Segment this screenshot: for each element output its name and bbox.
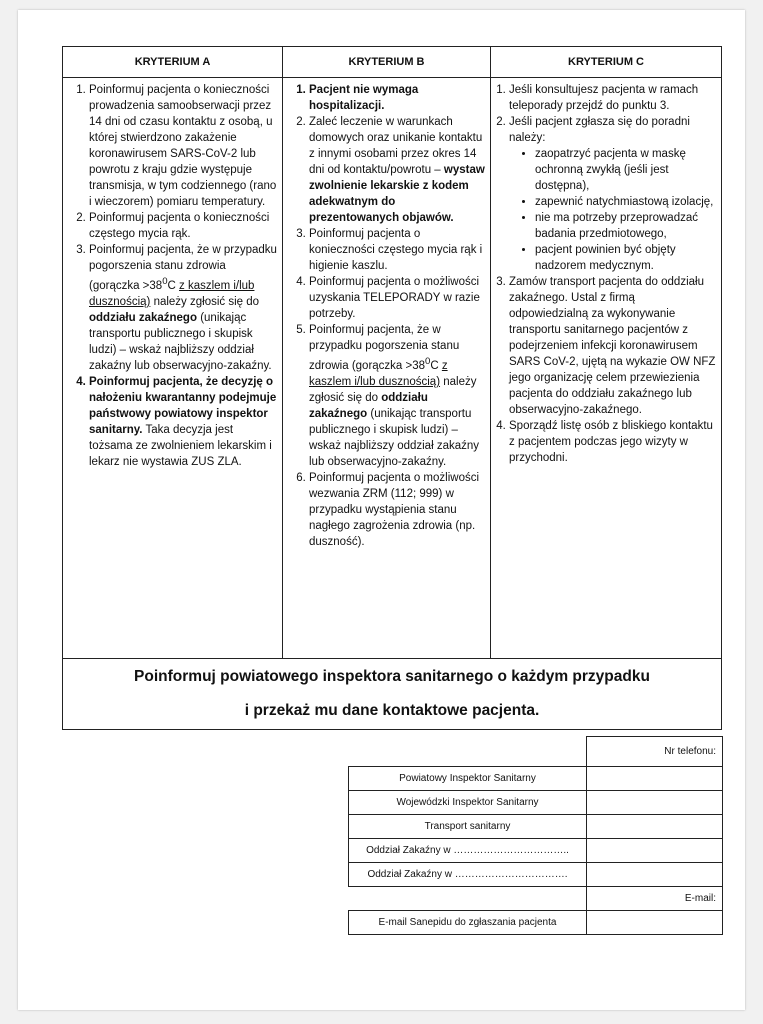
bullet-item: • zaopatrzyć pacjenta w maskę ochronną zwykłą (jeśli jest dostępna), (535, 146, 717, 194)
criterion-a-item-3 (89, 242, 278, 374)
criterion-a-cell (63, 78, 283, 658)
bold-text: Poinformuj pacjenta, że decyzję o nałożeniu kwarantanny podejmuje państwowy powiatowy inspektor sanitarny. (89, 375, 277, 436)
criterion-c-cell (491, 78, 721, 658)
contact-label: Wojewódzki Inspektor Sanitarny (349, 791, 587, 815)
contact-email-field[interactable] (587, 911, 723, 935)
bullet-item: • zapewnić natychmiastową izolację, (535, 194, 717, 210)
contacts-table (348, 736, 723, 935)
criterion-a-item-2: 2. Poinformuj pacjenta o konieczności częstego mycia rąk. (89, 210, 278, 242)
text: Taka decyzja jest tożsama ze zwolnieniem lekarskim i lekarz nie wystawia ZUS ZLA. (89, 423, 272, 468)
empty-cell (349, 887, 587, 911)
bullet-item: • pacjent powinien być objęty nadzorem medycznym. (535, 242, 717, 274)
criterion-c-item-1: 1. Jeśli konsultujesz pacjenta w ramach teleporady przejdź do punktu 3. (509, 82, 717, 114)
contact-phone-field[interactable] (587, 839, 723, 863)
criteria-header-row (63, 47, 721, 78)
text: należy zgłosić się do (309, 375, 477, 404)
criterion-b-item-4: 4. Poinformuj pacjenta o możliwości uzyskania TELEPORADY w razie potrzeby. (309, 274, 486, 322)
criterion-b-item-5 (309, 322, 486, 470)
degree-sup: 0 (162, 276, 168, 287)
underlined-text: z kaszlem i/lub dusznością) (89, 279, 255, 308)
notice-line-1: Poinformuj powiatowego inspektora sanitarnego o każdym przypadku (134, 668, 650, 685)
bold-text: oddziału zakaźnego (309, 391, 428, 420)
criterion-b-item-3: 3. Poinformuj pacjenta o konieczności częstego mycia rąk i higienie kaszlu. (309, 226, 486, 274)
criteria-body-row (63, 78, 721, 659)
contact-row (349, 911, 723, 935)
criterion-b-item-6: 6. Poinformuj pacjenta o możliwości wezwania ZRM (112; 999) w przypadku wystąpienia stanu nagłego zagrożenia zdrowia (np. duszność). (309, 470, 486, 550)
text: Zaleć leczenie w warunkach domowych oraz unikanie kontaktu z innymi osobami przez okres 14 dni od kontaktu/powrotu – (309, 116, 483, 176)
contact-row (349, 863, 723, 887)
criterion-b-item-1 (309, 82, 486, 114)
criterion-c-item-3: 3. Zamów transport pacjenta do oddziału zakaźnego. Ustal z firmą odpowiedzialną za wykonywanie transportu sanitarnego pacjentów z podejrzeniem infekcji koronawirusem SARS CoV-2, ujętą na wykazie OW NFZ jego organizację celem przewiezienia pacjenta do oddziału zakaźnego lub obserwacyjno-zakaźnego. (509, 274, 717, 418)
empty-cell (349, 737, 587, 767)
text: C (430, 359, 442, 372)
contact-phone-field[interactable] (587, 863, 723, 887)
inspector-notice (63, 659, 721, 729)
degree-sup: 0 (425, 356, 431, 367)
criterion-b-item-2 (309, 114, 486, 226)
contact-row (349, 839, 723, 863)
contact-label: E-mail Sanepidu do zgłaszania pacjenta (349, 911, 587, 935)
criterion-c-item-4: 4. Sporządź listę osób z bliskiego kontaktu z pacjentem podczas jego wizyty w przychodni. (509, 418, 717, 466)
text: Poinformuj pacjenta, że w przypadku pogorszenia stanu zdrowia (gorączka >38 (309, 324, 460, 372)
contact-label: Powiatowy Inspektor Sanitarny (349, 767, 587, 791)
contact-label: Transport sanitarny (349, 815, 587, 839)
criterion-a-item-4 (89, 374, 278, 470)
criteria-table (62, 46, 722, 730)
contact-row (349, 815, 723, 839)
contact-phone-field[interactable] (587, 791, 723, 815)
text: (unikając transportu publicznego i skupisk ludzi) – wskaż najbliższy oddział zakaźny lub obserwacyjno-zakaźny. (89, 311, 272, 372)
text: należy zgłosić się do (150, 295, 260, 308)
criterion-b-list (287, 82, 486, 550)
contact-row (349, 767, 723, 791)
criterion-a-item-1: 1. Poinformuj pacjenta o konieczności prowadzenia samoobserwacji przez 14 dni od czasu kontaktu z osobą, u której stwierdzono zakażenie koronawirusem SARS-CoV-2 lub powrotu z kraju gdzie występuje transmisja, w tym codziennego (rano i wieczorem) pomiaru temperatury. (89, 82, 278, 210)
contact-row (349, 791, 723, 815)
document-page (18, 10, 745, 1010)
contact-phone-field[interactable] (587, 815, 723, 839)
header-criterion-b: KRYTERIUM B (283, 47, 491, 77)
text: Jeśli pacjent zgłasza się do poradni należy: (509, 116, 690, 144)
contact-phone-field[interactable] (587, 767, 723, 791)
bold-text: Pacjent nie wymaga hospitalizacji. (309, 84, 419, 112)
contact-label: Oddział Zakaźny w ……………………………. (349, 863, 587, 887)
underlined-text: z kaszlem i/lub dusznością) (309, 359, 448, 388)
criterion-a-list (67, 82, 278, 470)
text: C (167, 279, 180, 292)
phone-header: Nr telefonu: (587, 737, 723, 767)
email-header: E-mail: (587, 887, 723, 911)
bullet-item: • nie ma potrzeby przeprowadzać badania przedmiotowego, (535, 210, 717, 242)
contacts-email-header-row (349, 887, 723, 911)
contacts-header-row (349, 737, 723, 767)
header-criterion-a: KRYTERIUM A (63, 47, 283, 77)
criterion-c-item-2 (509, 114, 717, 274)
bold-text: wystaw zwolnienie lekarskie z kodem adekwatnym do prezentowanych objawów. (309, 164, 485, 224)
notice-line-2: i przekaż mu dane kontaktowe pacjenta. (244, 702, 540, 719)
criterion-c-list (495, 82, 717, 466)
contact-label: Oddział Zakaźny w …………………………….. (349, 839, 587, 863)
text: (unikając transportu publicznego i skupisk ludzi) – wskaż najbliższy oddział zakaźny lub obserwacyjno-zakaźny. (309, 407, 480, 468)
bold-text: oddziału zakaźnego (89, 311, 197, 324)
header-criterion-c: KRYTERIUM C (568, 56, 644, 68)
criterion-c-bullets (509, 146, 717, 274)
text: Poinformuj pacjenta, że w przypadku pogorszenia stanu zdrowia (gorączka >38 (89, 244, 277, 292)
criterion-b-cell (283, 78, 491, 658)
